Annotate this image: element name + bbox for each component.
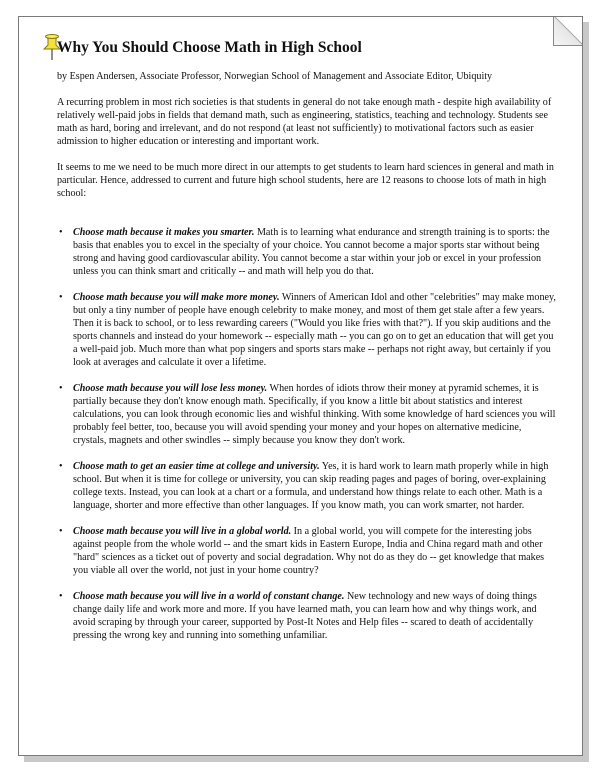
- reason-text: Math is to learning what endurance and strength training is to sports: the basis that enables you to excel in the specialty of your choice. You cannot become a major sports star without being strong and having good cardiovascular ability. You cannot become a star within your job or excel in your profession unless you can think smart and critically -- and math will help you do that.: [73, 226, 550, 277]
- list-item: [57, 525, 557, 577]
- document-title: Why You Should Choose Math in High School: [57, 39, 362, 56]
- reasons-list: [57, 226, 557, 642]
- bullet-icon: •: [59, 590, 63, 602]
- reason-text: Winners of American Idol and other "celebrities" may make money, but only a tiny number of people have enough celebrity to make money, and most of them get stale after a few years. Then it is back to school, or to less rewarding careers ("Would you like fries with that?"). If you skip auditions and the sports channels and instead do your homework -- especially math -- you can go on to get an education that will get you a well-paid job. Much more than what pop singers and sports stars make -- perhaps not right away, but certainly if you look at averages and calculate it over a lifetime.: [73, 291, 556, 368]
- bullet-icon: •: [59, 525, 63, 537]
- page-fold-corner: [553, 16, 583, 46]
- reason-lead: Choose math because you will live in a global world.: [73, 525, 292, 537]
- bullet-icon: •: [59, 291, 63, 303]
- reason-lead: Choose math because you will make more money.: [73, 291, 280, 303]
- bullet-icon: •: [59, 382, 63, 394]
- list-item: [57, 291, 557, 369]
- reason-lead: Choose math to get an easier time at college and university.: [73, 460, 320, 472]
- reason-text: Yes, it is hard work to learn math properly while in high school. But when it is time for college or university, you can skip reading pages and pages of boring, over-explaining college texts. Instead, you can look at a chart or a formula, and understand how things relate to each other. Math is a language, shorter and more effective than other languages. If you know math, you can work smarter, not harder.: [73, 460, 549, 511]
- reason-lead: Choose math because it makes you smarter.: [73, 226, 255, 238]
- document-page: [18, 16, 583, 756]
- bullet-icon: •: [59, 226, 63, 238]
- list-item: [57, 460, 557, 512]
- document-content: [57, 39, 557, 655]
- intro-paragraph-2: It seems to me we need to be much more direct in our attempts to get students to learn hard sciences in general and math in particular. Hence, addressed to current and future high school students, here are 12 reasons to choose lots of math in high school:: [57, 161, 554, 199]
- reason-lead: Choose math because you will lose less money.: [73, 382, 268, 394]
- reason-text: In a global world, you will compete for the interesting jobs against people from the whole world -- and the smart kids in Eastern Europe, India and China regard math and other "hard" sciences as a ticket out of poverty and social degradation. Why not do as they do -- get knowledge that makes you viable all over the world, not just in your home country?: [73, 525, 545, 576]
- bullet-icon: •: [59, 460, 63, 472]
- reason-text: New technology and new ways of doing things change daily life and work more and more. If you have learned math, you can learn how and why things work, and avoid scraping by through your career, supported by Post-It Notes and Help files -- scared to death of accidentally pressing the wrong key and running into something unfamiliar.: [73, 590, 537, 641]
- list-item: [57, 590, 557, 642]
- byline: by Espen Andersen, Associate Professor, Norwegian School of Management and Associate Editor, Ubiquity: [57, 70, 493, 82]
- list-item: [57, 382, 557, 447]
- reason-text: When hordes of idiots throw their money at pyramid schemes, it is partially because they don't know enough math. Specifically, if you know a little bit about statistics and interest calculations, you can look through economic lies and wishful thinking. With some knowledge of hard sciences you will probably feel better, too, because you will avoid spending your money and your hopes on alternative medicine, crystals, magnets and other swindles -- simply because you know they don't work.: [73, 382, 556, 446]
- list-item: [57, 226, 557, 278]
- intro-paragraph-1: A recurring problem in most rich societies is that students in general do not take enough math - despite high availability of relatively well-paid jobs in fields that demand math, such as engineering, statistics, teaching and technology. Students see math as hard, boring and irrelevant, and do not respond (at least not sufficiently) to motivational factors such as easier admission to higher education or interesting and important work.: [57, 96, 552, 147]
- reason-lead: Choose math because you will live in a world of constant change.: [73, 590, 345, 602]
